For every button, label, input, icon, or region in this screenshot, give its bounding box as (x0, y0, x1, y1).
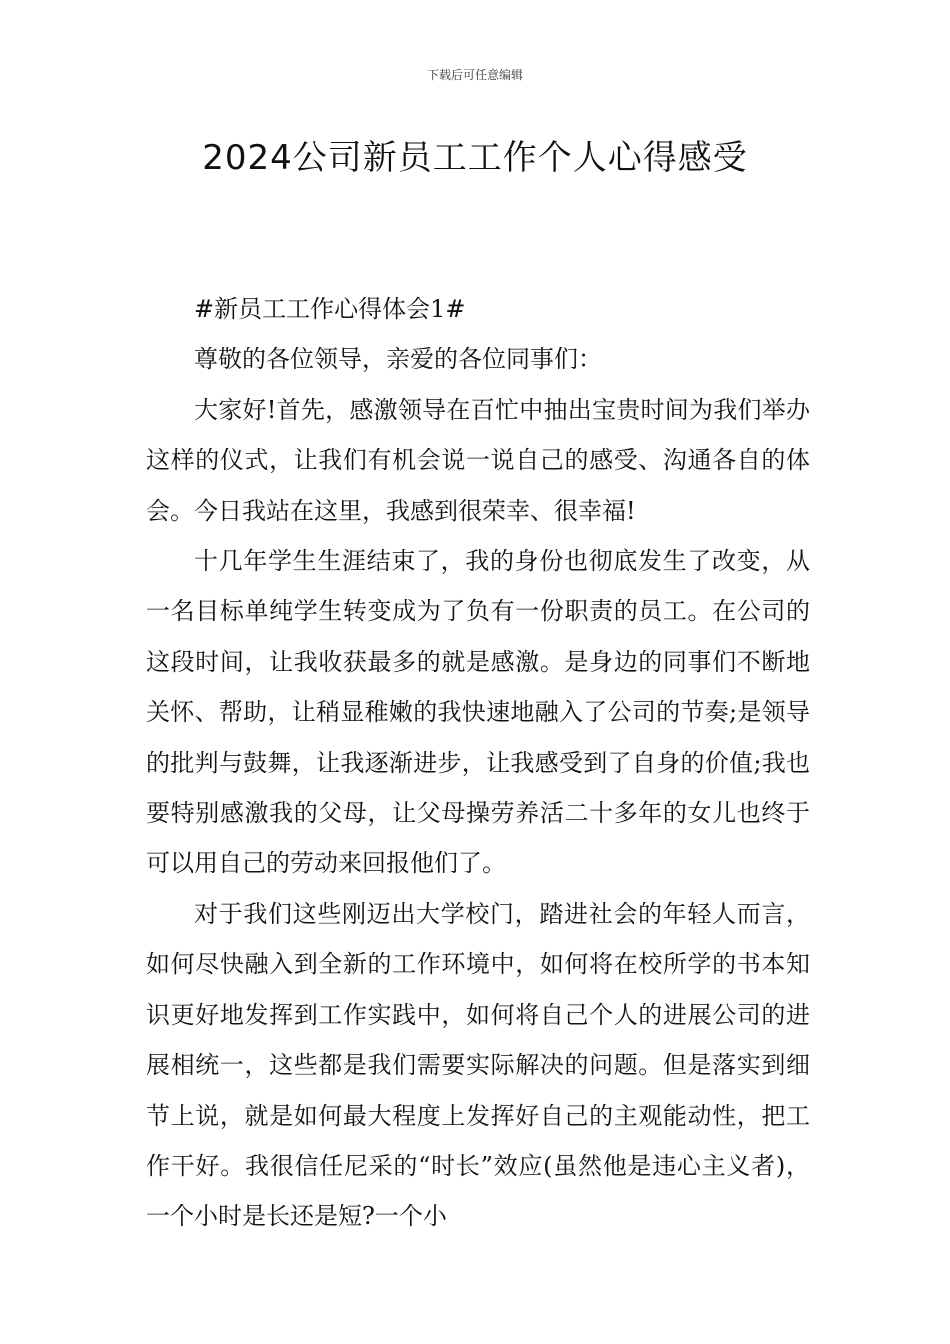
document-title: 2024公司新员工工作个人心得感受 (202, 138, 748, 178)
body-paragraph: 十几年学生生涯结束了，我的身份也彻底发生了改变，从一名目标单纯学生转变成为了负有一份职责的员工。在公司的这段时间，让我收获最多的就是感激。是身边的同事们不断地关怀、帮助，让稍显稚嫩的我快速地融入了公司的节奏;是领导的批判与鼓舞，让我逐渐进步，让我感受到了自身的价值;我也要特别感激我的父母，让父母操劳养活二十多年的女儿也终于可以用自己的劳动来回报他们了。 (146, 547, 810, 878)
salutation-paragraph: 尊敬的各位领导，亲爱的各位同事们： (194, 345, 602, 374)
body-paragraph: 大家好!首先，感激领导在百忙中抽出宝贵时间为我们举办这样的仪式，让我们有机会说一说自己的感受、沟通各自的体会。今日我站在这里，我感到很荣幸、很幸福! (146, 395, 810, 525)
section-heading: #新员工工作心得体会1# (194, 295, 466, 323)
document-body (146, 284, 810, 1242)
body-paragraph: 对于我们这些刚迈出大学校门，踏进社会的年轻人而言，如何尽快融入到全新的工作环境中，如何将在校所学的书本知识更好地发挥到工作实践中，如何将自己个人的进展公司的进展相统一，这些都是我们需要实际解决的问题。但是落实到细节上说，就是如何最大程度上发挥好自己的主观能动性，把工作干好。我很信任尼采的“时长”效应(虽然他是违心主义者)，一个小时是长还是短?一个小 (146, 899, 810, 1231)
header-note: 下载后可任意编辑 (426, 68, 523, 82)
